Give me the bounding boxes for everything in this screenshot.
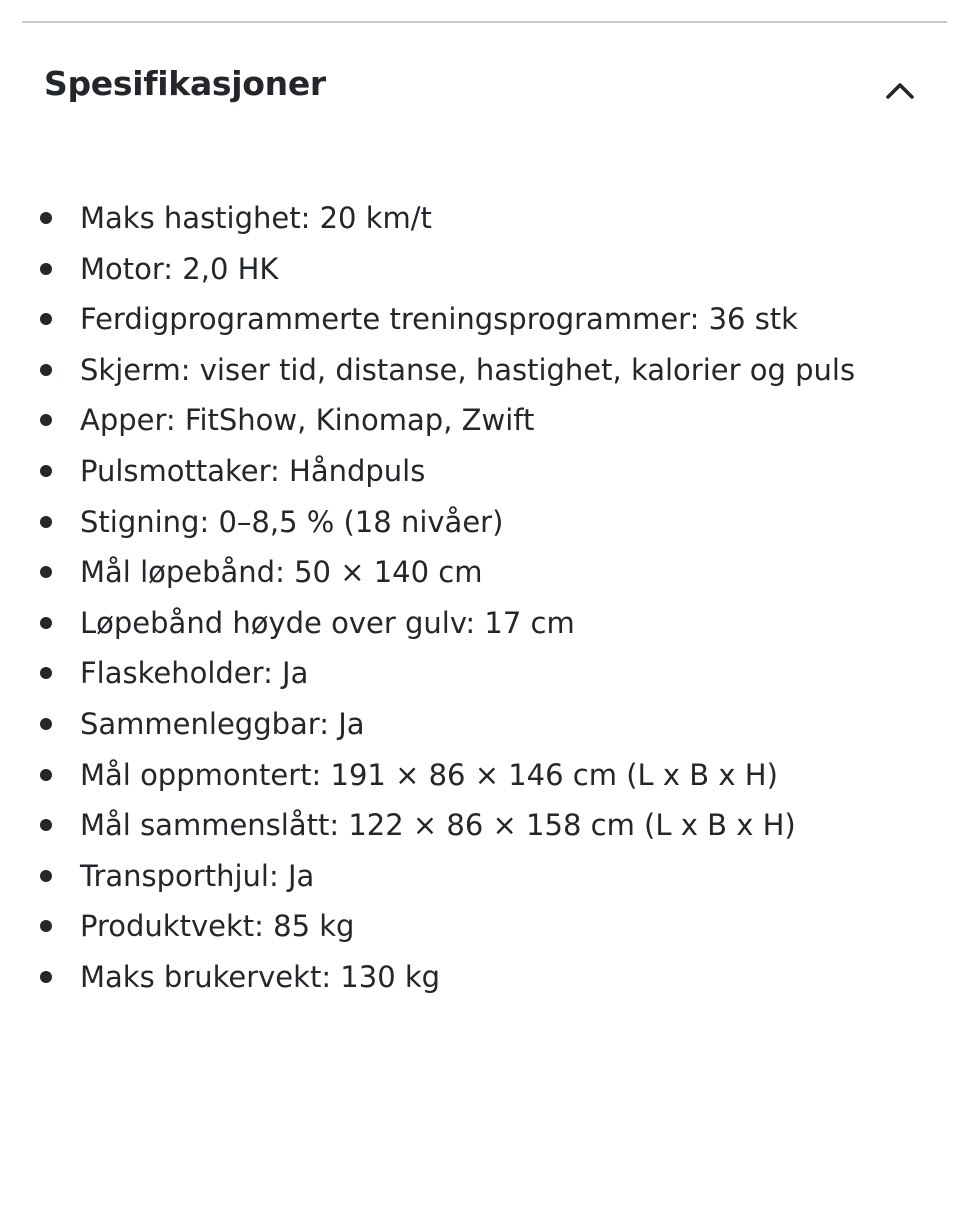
spec-text: Sammenleggbar: Ja — [80, 706, 365, 741]
spec-text: Apper: FitShow, Kinomap, Zwift — [80, 403, 535, 438]
bullet-icon — [40, 819, 52, 831]
section-title: Spesifikasjoner — [44, 64, 326, 103]
spec-item — [0, 345, 960, 396]
bullet-icon — [40, 920, 52, 932]
spec-item — [0, 446, 960, 497]
spec-item — [0, 244, 960, 295]
bullet-icon — [40, 718, 52, 730]
bullet-icon — [40, 566, 52, 578]
spec-text: Produktvekt: 85 kg — [80, 909, 355, 944]
spec-text: Maks brukervekt: 130 kg — [80, 959, 441, 994]
chevron-up-icon[interactable] — [883, 74, 917, 108]
bullet-icon — [40, 212, 52, 224]
spec-item — [0, 800, 960, 851]
spec-item — [0, 497, 960, 548]
bullet-icon — [40, 971, 52, 983]
bullet-icon — [40, 364, 52, 376]
bullet-icon — [40, 313, 52, 325]
spec-text: Pulsmottaker: Håndpuls — [80, 453, 426, 488]
bullet-icon — [40, 263, 52, 275]
spec-text: Skjerm: viser tid, distanse, hastighet, kalorier og puls — [80, 352, 856, 387]
bullet-icon — [40, 769, 52, 781]
bullet-icon — [40, 414, 52, 426]
section-divider — [22, 21, 947, 23]
spec-item — [0, 395, 960, 446]
bullet-icon — [40, 617, 52, 629]
bullet-icon — [40, 667, 52, 679]
spec-item — [0, 193, 960, 244]
spec-text: Ferdigprogrammerte treningsprogrammer: 36 stk — [80, 302, 798, 337]
spec-item — [0, 699, 960, 750]
spec-text: Stigning: 0–8,5 % (18 nivåer) — [80, 504, 504, 539]
spec-text: Flaskeholder: Ja — [80, 656, 309, 691]
specifications-accordion-header[interactable] — [22, 50, 947, 128]
spec-item — [0, 294, 960, 345]
bullet-icon — [40, 870, 52, 882]
spec-text: Transporthjul: Ja — [80, 858, 315, 893]
specifications-list — [0, 193, 960, 1003]
spec-item — [0, 901, 960, 952]
spec-text: Mål løpebånd: 50 × 140 cm — [80, 555, 483, 590]
spec-item — [0, 598, 960, 649]
spec-text: Mål oppmontert: 191 × 86 × 146 cm (L x B x H) — [80, 757, 778, 792]
spec-item — [0, 547, 960, 598]
spec-item — [0, 648, 960, 699]
spec-item — [0, 952, 960, 1003]
spec-text: Maks hastighet: 20 km/t — [80, 201, 432, 235]
spec-text: Motor: 2,0 HK — [80, 251, 279, 286]
spec-item — [0, 851, 960, 902]
spec-item — [0, 750, 960, 801]
spec-text: Mål sammenslått: 122 × 86 × 158 cm (L x B x H) — [80, 808, 796, 843]
spec-text: Løpebånd høyde over gulv: 17 cm — [80, 605, 575, 640]
bullet-icon — [40, 516, 52, 528]
bullet-icon — [40, 465, 52, 477]
